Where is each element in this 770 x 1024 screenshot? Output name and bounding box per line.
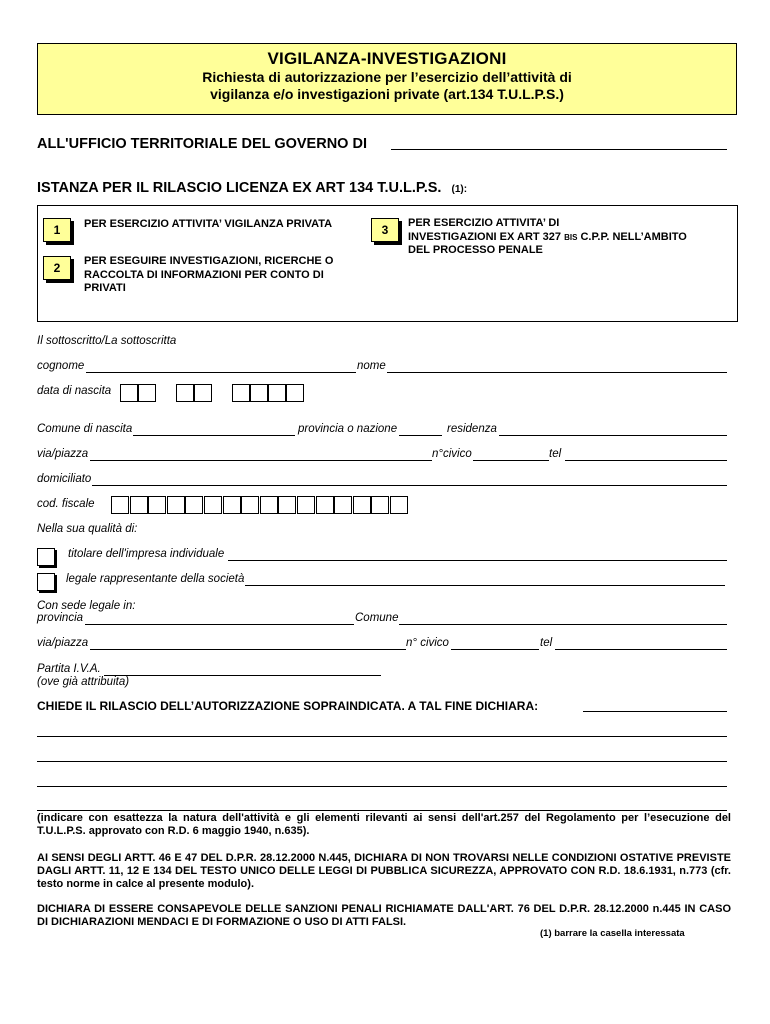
via-piazza-field[interactable]: [90, 460, 432, 461]
cod-fiscale-cell[interactable]: [204, 496, 222, 514]
options-box: [37, 205, 738, 322]
cod-fiscale-cell[interactable]: [223, 496, 241, 514]
option-2-label: PER ESEGUIRE INVESTIGAZIONI, RICERCHE O RACCOLTA DI INFORMAZIONI PER CONTO DI PRIVATI: [84, 255, 334, 294]
dichiara-paragraph: DICHIARA DI ESSERE CONSAPEVOLE DELLE SANZIONI PENALI RICHIAMATE DALL'ART. 76 DEL D.P.R. 28.12.2000 n.445 IN CASO DI DICHIARAZIONI MENDACI E DI FORMAZIONE O USO DI ATTI FALSI.: [37, 903, 731, 928]
cod-fiscale-cell[interactable]: [148, 496, 166, 514]
form-subtitle-1: Richiesta di autorizzazione per l’esercizio dell’attività di: [202, 69, 572, 85]
date-month-cell-1[interactable]: [176, 384, 194, 402]
ai-sensi-paragraph: AI SENSI DEGLI ARTT. 46 E 47 DEL D.P.R. 28.12.2000 N.445, DICHIARA DI NON TROVARSI NELLE CONDIZIONI OSTATIVE PREVISTE DAGLI ARTT. 11, 12 E 134 DEL TESTO UNICO DELLE LEGGI DI PUBBLICA SICUREZZA, APPROVATO CON R.D. 18.6.1931, n.773 (cfr. testo norme in calce al presente modulo).: [37, 852, 731, 890]
form-subtitle-2: vigilanza e/o investigazioni private (art.134 T.U.L.P.S.): [210, 86, 564, 102]
sottoscritto-label: Il sottoscritto/La sottoscritta: [37, 335, 177, 347]
n-civico-2-label: n° civico: [406, 637, 449, 649]
tel-label: tel: [549, 448, 562, 460]
cod-fiscale-cell[interactable]: [185, 496, 203, 514]
option-3-line3: DEL PROCESSO PENALE: [408, 244, 543, 256]
cod-fiscale-label: cod. fiscale: [37, 498, 95, 510]
n-civico-field[interactable]: [473, 460, 549, 461]
cod-fiscale-cell[interactable]: [278, 496, 296, 514]
form-header: [37, 43, 737, 115]
cod-fiscale-cell[interactable]: [316, 496, 334, 514]
date-day-cell-1[interactable]: [120, 384, 138, 402]
cod-fiscale-cell[interactable]: [297, 496, 315, 514]
cod-fiscale-cell[interactable]: [353, 496, 371, 514]
date-year-cell-3[interactable]: [268, 384, 286, 402]
dichiara-field-2[interactable]: [37, 761, 727, 762]
dichiara-field-1[interactable]: [37, 736, 727, 737]
option-2-checkbox[interactable]: 2: [43, 256, 71, 280]
domiciliato-field[interactable]: [92, 485, 727, 486]
legale-field[interactable]: [245, 585, 725, 586]
form-title: VIGILANZA-INVESTIGAZIONI: [267, 49, 507, 68]
via-piazza-label: via/piazza: [37, 448, 89, 460]
comune-label: Comune: [355, 612, 399, 624]
dichiara-field-0[interactable]: [583, 711, 727, 712]
footnote: (1) barrare la casella interessata: [540, 928, 685, 939]
indicare-note: (indicare con esattezza la natura dell'attività e gli elementi rilevanti ai sensi dell'art.257 del Regolamento per l’esecuzione del T.U.L.P.S. approvato con R.D. 6 maggio 1940, n.635).: [37, 812, 731, 837]
istanza-text: ISTANZA PER IL RILASCIO LICENZA EX ART 134 T.U.L.P.S.: [37, 180, 442, 196]
cod-fiscale-cell[interactable]: [167, 496, 185, 514]
provincia-label: provincia: [37, 612, 84, 624]
titolare-checkbox[interactable]: [37, 548, 55, 566]
domiciliato-label: domiciliato: [37, 473, 92, 485]
qualita-label: Nella sua qualità di:: [37, 523, 138, 535]
cod-fiscale-cell[interactable]: [334, 496, 352, 514]
residenza-field[interactable]: [499, 435, 727, 436]
option-3-line2: INVESTIGAZIONI EX ART 327 BIS C.P.P. NELL’AMBITO: [408, 230, 687, 243]
provincia-nazione-field[interactable]: [399, 435, 442, 436]
legale-label: legale rappresentante della società: [66, 573, 245, 585]
cognome-label: cognome: [37, 360, 85, 372]
tel-2-label: tel: [540, 637, 553, 649]
date-year-cell-1[interactable]: [232, 384, 250, 402]
chiede-heading: CHIEDE IL RILASCIO DELL’AUTORIZZAZIONE SOPRAINDICATA. A TAL FINE DICHIARA:: [37, 699, 539, 713]
date-month-cell-2[interactable]: [194, 384, 212, 402]
comune-nascita-field[interactable]: [133, 435, 295, 436]
nome-label: nome: [357, 360, 386, 372]
data-nascita-label: data di nascita: [37, 385, 112, 397]
istanza-heading: [37, 180, 467, 196]
option-1-label: PER ESERCIZIO ATTIVITA’ VIGILANZA PRIVATA: [84, 218, 333, 230]
provincia-nazione-label: provincia o nazione: [298, 423, 398, 435]
date-year-cell-2[interactable]: [250, 384, 268, 402]
n-civico-label: n°civico: [432, 448, 472, 460]
titolare-label: titolare dell'impresa individuale: [68, 548, 225, 560]
dichiara-field-3[interactable]: [37, 786, 727, 787]
cod-fiscale-cell[interactable]: [241, 496, 259, 514]
ove-gia-label: (ove già attribuita): [37, 676, 130, 688]
option-3-checkbox[interactable]: 3: [371, 218, 399, 242]
nome-field[interactable]: [387, 372, 727, 373]
cod-fiscale-cell[interactable]: [371, 496, 389, 514]
comune-nascita-label: Comune di nascita: [37, 423, 133, 435]
cod-fiscale-cell[interactable]: [130, 496, 148, 514]
via-piazza-2-label: via/piazza: [37, 637, 89, 649]
comune-field[interactable]: [399, 624, 727, 625]
office-field[interactable]: [391, 149, 727, 150]
dichiara-field-4[interactable]: [37, 810, 727, 811]
sede-legale-label: Con sede legale in:: [37, 600, 136, 612]
office-label: ALL'UFFICIO TERRITORIALE DEL GOVERNO DI: [37, 136, 367, 152]
option-3-label: [408, 217, 728, 258]
provincia-field[interactable]: [85, 624, 354, 625]
option-3-line1: PER ESERCIZIO ATTIVITA’ DI: [408, 217, 560, 229]
cod-fiscale-cell[interactable]: [111, 496, 129, 514]
tel-field[interactable]: [565, 460, 727, 461]
cognome-field[interactable]: [86, 372, 356, 373]
cod-fiscale-cell[interactable]: [260, 496, 278, 514]
n-civico-2-field[interactable]: [451, 649, 539, 650]
date-year-cell-4[interactable]: [286, 384, 304, 402]
partita-iva-field[interactable]: [104, 675, 381, 676]
date-day-cell-2[interactable]: [138, 384, 156, 402]
istanza-note: (1):: [451, 184, 468, 195]
option-1-checkbox[interactable]: 1: [43, 218, 71, 242]
via-piazza-2-field[interactable]: [90, 649, 406, 650]
tel-2-field[interactable]: [555, 649, 727, 650]
legale-checkbox[interactable]: [37, 573, 55, 591]
titolare-field[interactable]: [228, 560, 727, 561]
partita-iva-label: Partita I.V.A.: [37, 663, 101, 675]
cod-fiscale-cell[interactable]: [390, 496, 408, 514]
residenza-label: residenza: [447, 423, 497, 435]
